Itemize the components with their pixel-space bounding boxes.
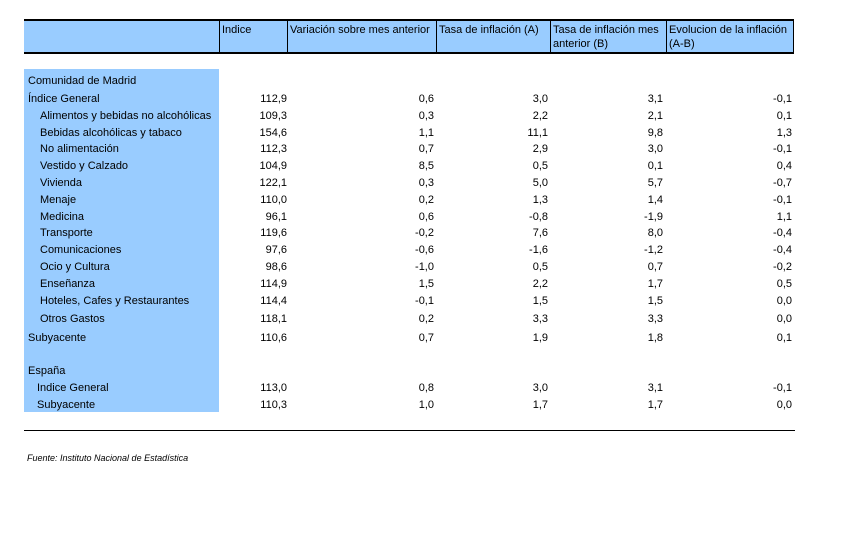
cell-variacion: 8,5: [418, 160, 434, 172]
table-row: [0, 397, 854, 413]
cell-evolucion: -0,4: [773, 244, 792, 256]
cell-indice: 113,0: [260, 382, 287, 394]
table-row: [0, 158, 854, 174]
cell-tasa-b: 5,7: [647, 177, 663, 189]
cell-tasa-a: 3,0: [532, 93, 548, 105]
row-label: Indice General: [37, 382, 109, 394]
table-row: [0, 141, 854, 157]
cell-variacion: 0,3: [418, 110, 434, 122]
cell-evolucion: -0,1: [773, 143, 792, 155]
cell-indice: 110,6: [260, 332, 287, 344]
cell-tasa-a: 1,3: [532, 194, 548, 206]
row-label: Hoteles, Cafes y Restaurantes: [40, 295, 190, 307]
cell-indice: 114,4: [260, 295, 287, 307]
row-label: Subyacente: [28, 332, 87, 344]
cell-tasa-a: 3,0: [532, 382, 548, 394]
row-label: Bebidas alcohólicas y tabaco: [40, 127, 182, 139]
cell-tasa-a: 1,9: [532, 332, 548, 344]
header-tasa-b: Tasa de inflación mes anterior (B): [550, 21, 666, 52]
cell-evolucion: 0,5: [776, 278, 792, 290]
cell-variacion: -1,0: [415, 261, 434, 273]
cell-evolucion: 0,0: [776, 295, 792, 307]
row-label: Medicina: [40, 211, 85, 223]
table-row: [0, 276, 854, 292]
row-label: Transporte: [40, 227, 93, 239]
cell-tasa-b: 3,3: [647, 313, 663, 325]
cell-tasa-a: 3,3: [532, 313, 548, 325]
cell-variacion: 0,7: [418, 332, 434, 344]
cell-tasa-b: 0,1: [647, 160, 663, 172]
cell-tasa-b: 3,0: [647, 143, 663, 155]
table-row: [0, 175, 854, 191]
cell-evolucion: 1,1: [776, 211, 792, 223]
cell-indice: 112,9: [260, 93, 287, 105]
row-label: Enseñanza: [40, 278, 96, 290]
cell-tasa-b: 1,8: [647, 332, 663, 344]
row-label: Comunicaciones: [40, 244, 122, 256]
cell-evolucion: -0,1: [773, 194, 792, 206]
cell-variacion: 0,3: [418, 177, 434, 189]
cell-tasa-b: 1,5: [647, 295, 663, 307]
section-madrid: [0, 73, 854, 89]
section-label: España: [28, 365, 66, 377]
row-label: Vivienda: [40, 177, 82, 189]
cell-evolucion: 0,0: [776, 313, 792, 325]
cell-tasa-a: 7,6: [532, 227, 548, 239]
row-label: No alimentación: [40, 143, 119, 155]
cell-evolucion: -0,2: [773, 261, 792, 273]
section-espana: [0, 363, 854, 379]
table-row: [0, 209, 854, 225]
row-label: Índice General: [28, 93, 100, 105]
table-header: [24, 19, 794, 54]
row-label: Vestido y Calzado: [40, 160, 129, 172]
cell-indice: 112,3: [260, 143, 287, 155]
cell-variacion: 1,5: [418, 278, 434, 290]
cell-tasa-a: -1,6: [529, 244, 548, 256]
table-row: [0, 259, 854, 275]
table-row: [0, 225, 854, 241]
cell-tasa-b: 9,8: [647, 127, 663, 139]
cell-evolucion: 0,1: [776, 332, 792, 344]
table-row: [0, 125, 854, 141]
header-tasa-a: Tasa de inflación (A): [436, 21, 550, 52]
row-label: Menaje: [40, 194, 77, 206]
section-label: Comunidad de Madrid: [28, 75, 137, 87]
cell-variacion: -0,2: [415, 227, 434, 239]
header-variacion: Variación sobre mes anterior: [287, 21, 436, 52]
cell-variacion: 0,6: [418, 211, 434, 223]
cell-evolucion: 0,0: [776, 399, 792, 411]
cell-indice: 114,9: [260, 278, 287, 290]
row-label: Alimentos y bebidas no alcohólicas: [40, 110, 212, 122]
cell-variacion: 0,2: [418, 194, 434, 206]
cell-indice: 110,0: [260, 194, 287, 206]
cell-tasa-b: 3,1: [647, 93, 663, 105]
cell-evolucion: 1,3: [776, 127, 792, 139]
cell-variacion: -0,6: [415, 244, 434, 256]
table-row: [0, 91, 854, 107]
cell-tasa-b: -1,9: [644, 211, 663, 223]
header-indice: Indice: [219, 21, 287, 52]
row-label: Subyacente: [37, 399, 96, 411]
cell-evolucion: -0,1: [773, 382, 792, 394]
cell-tasa-a: 0,5: [532, 261, 548, 273]
cell-evolucion: -0,1: [773, 93, 792, 105]
table-row: [0, 330, 854, 346]
table-row: [0, 108, 854, 124]
cell-evolucion: 0,1: [776, 110, 792, 122]
cell-tasa-b: 1,7: [647, 399, 663, 411]
cell-tasa-a: 0,5: [532, 160, 548, 172]
cell-indice: 110,3: [260, 399, 287, 411]
cell-variacion: 0,6: [418, 93, 434, 105]
cell-indice: 104,9: [259, 160, 287, 172]
cell-tasa-a: 11,1: [527, 127, 548, 139]
cell-evolucion: -0,4: [773, 227, 792, 239]
cell-tasa-a: 1,5: [532, 295, 548, 307]
source-note: Fuente: Instituto Nacional de Estadística: [27, 453, 189, 463]
cell-tasa-a: 2,2: [532, 110, 548, 122]
cell-tasa-b: 0,7: [647, 261, 663, 273]
cell-evolucion: -0,7: [773, 177, 792, 189]
cell-indice: 119,6: [260, 227, 287, 239]
cell-indice: 98,6: [265, 261, 287, 273]
row-label: Otros Gastos: [40, 313, 105, 325]
cell-tasa-a: 2,2: [532, 278, 548, 290]
table-row: [0, 242, 854, 258]
cell-variacion: 0,7: [418, 143, 434, 155]
cell-tasa-b: 2,1: [647, 110, 663, 122]
cell-tasa-b: -1,2: [644, 244, 663, 256]
cell-indice: 118,1: [260, 313, 287, 325]
cell-tasa-b: 1,7: [647, 278, 663, 290]
table-row: [0, 192, 854, 208]
cell-tasa-a: 2,9: [532, 143, 548, 155]
cell-indice: 122,1: [259, 177, 287, 189]
cell-indice: 109,3: [259, 110, 287, 122]
cell-tasa-a: 1,7: [532, 399, 548, 411]
cell-indice: 97,6: [265, 244, 287, 256]
cell-variacion: 1,1: [418, 127, 434, 139]
header-evolucion: Evolucion de la inflación (A-B): [666, 21, 794, 52]
cell-tasa-b: 8,0: [647, 227, 663, 239]
cell-variacion: -0,1: [415, 295, 434, 307]
cell-indice: 96,1: [265, 211, 287, 223]
cell-indice: 154,6: [259, 127, 287, 139]
cell-tasa-a: 5,0: [532, 177, 548, 189]
cell-variacion: 0,2: [418, 313, 434, 325]
cell-variacion: 1,0: [418, 399, 434, 411]
cell-variacion: 0,8: [418, 382, 434, 394]
cell-tasa-a: -0,8: [529, 211, 548, 223]
table-row: [0, 380, 854, 396]
cell-tasa-b: 1,4: [647, 194, 663, 206]
table-row: [0, 311, 854, 327]
row-label: Ocio y Cultura: [40, 261, 110, 273]
bottom-rule: [24, 430, 795, 431]
table-row: [0, 293, 854, 309]
cell-tasa-b: 3,1: [647, 382, 663, 394]
cell-evolucion: 0,4: [776, 160, 792, 172]
